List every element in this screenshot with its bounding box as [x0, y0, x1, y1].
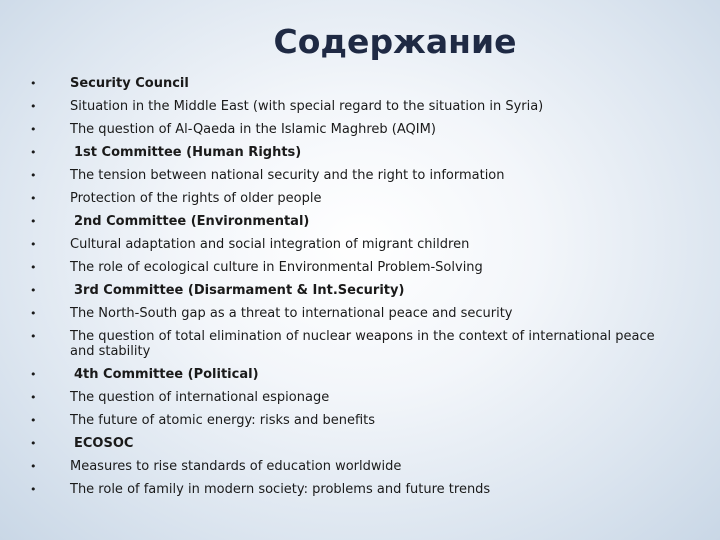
- bullet: •: [30, 330, 37, 343]
- list-item: [26, 436, 676, 451]
- list-item-text: The North-South gap as a threat to international peace and security: [70, 306, 513, 321]
- list-item: [26, 459, 676, 474]
- bullet: •: [30, 100, 37, 113]
- list-item: [26, 367, 676, 382]
- list-item-text: 1st Committee (Human Rights): [74, 145, 302, 160]
- bullet: •: [30, 238, 37, 251]
- bullet: •: [30, 483, 37, 497]
- bullet: •: [30, 368, 37, 382]
- list-item-text: The role of family in modern society: problems and future trends: [70, 482, 491, 498]
- list-item: [26, 122, 676, 137]
- list-item-text: 2nd Committee (Environmental): [74, 214, 310, 229]
- bullet: •: [30, 169, 37, 182]
- list-item: [26, 413, 676, 428]
- bullet: •: [30, 284, 37, 297]
- list-item: [26, 482, 676, 497]
- list-item-text: Cultural adaptation and social integration of migrant children: [70, 237, 470, 252]
- list-item: [26, 260, 676, 275]
- bullet: •: [30, 414, 37, 428]
- list-item: [26, 390, 676, 405]
- list-item-text: The question of total elimination of nuclear weapons in the context of international peace and stability: [70, 329, 655, 360]
- list-item-text: 4th Committee (Political): [74, 367, 259, 383]
- bullet: •: [30, 146, 37, 159]
- list-item: [26, 191, 676, 206]
- list-item: [26, 329, 676, 359]
- list-item: [26, 168, 676, 183]
- list-item: [26, 145, 676, 160]
- list-item-text: The question of Al-Qaeda in the Islamic Maghreb (AQIM): [70, 122, 436, 137]
- bullet: •: [30, 192, 37, 205]
- list-item-text: The tension between national security and the right to information: [70, 168, 505, 183]
- list-item-text: Security Council: [70, 76, 189, 91]
- bullet: •: [30, 437, 37, 451]
- list-item-text: The future of atomic energy: risks and benefits: [70, 413, 376, 429]
- list-item-text: The role of ecological culture in Environmental Problem-Solving: [70, 260, 483, 275]
- list-item: [26, 283, 676, 298]
- list-item-text: Measures to rise standards of education worldwide: [70, 459, 402, 475]
- bullet: •: [30, 215, 37, 228]
- list-item-text: 3rd Committee (Disarmament & Int.Security): [74, 283, 405, 298]
- bullet: •: [30, 261, 37, 274]
- bullet: •: [30, 77, 37, 90]
- list-item: [26, 214, 676, 229]
- list-item: [26, 76, 676, 91]
- bullet: •: [30, 391, 37, 405]
- bullet: •: [30, 307, 37, 320]
- list-item: [26, 306, 676, 321]
- contents-list: [26, 76, 676, 505]
- bullet: •: [30, 123, 37, 136]
- list-item: [26, 237, 676, 252]
- list-item-text: Protection of the rights of older people: [70, 191, 322, 206]
- list-item-text: The question of international espionage: [70, 390, 330, 406]
- list-item: [26, 99, 676, 114]
- bullet: •: [30, 460, 37, 474]
- list-item-text: Situation in the Middle East (with special regard to the situation in Syria): [70, 99, 544, 114]
- slide-title: Содержание: [273, 22, 517, 61]
- list-item-text: ECOSOC: [74, 436, 134, 452]
